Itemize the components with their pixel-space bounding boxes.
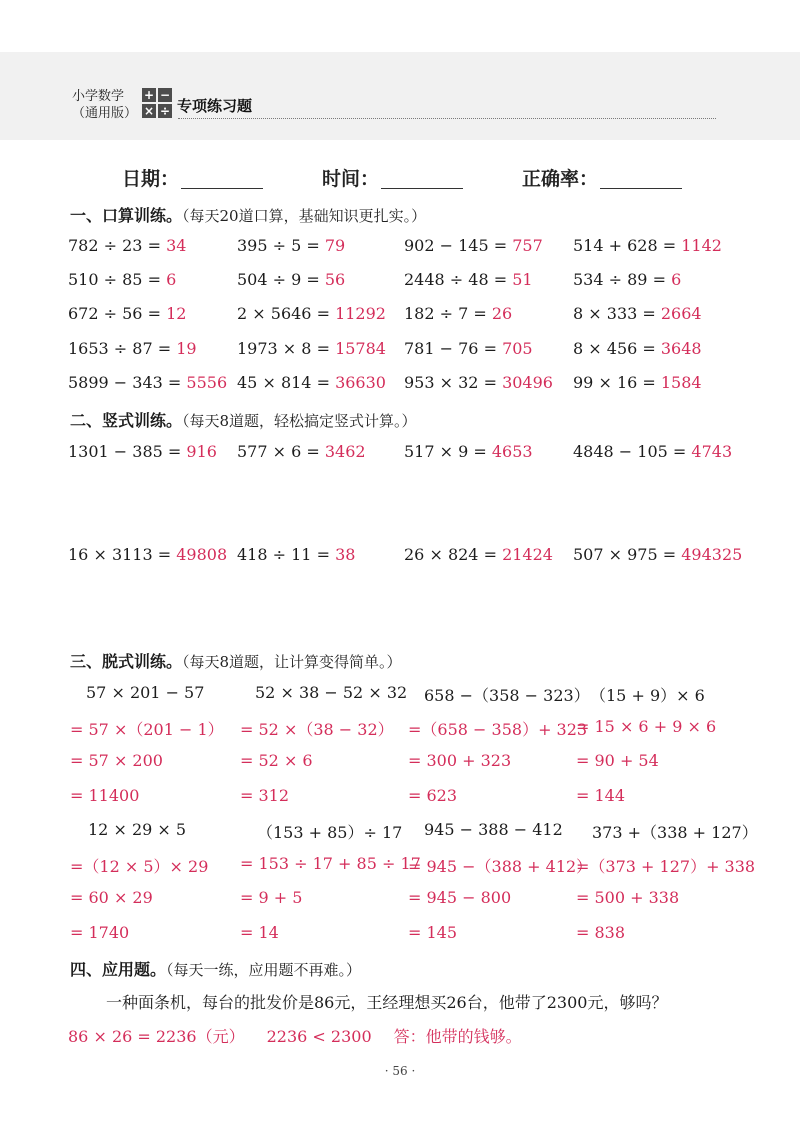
problem-text: 507 × 975 =: [573, 545, 682, 564]
problem-text: 45 × 814 =: [237, 373, 336, 392]
vertical-problem: [68, 545, 227, 564]
answer-calculation: 86 × 26 = 2236（元）: [68, 1027, 245, 1046]
oral-problem: [573, 339, 702, 358]
problem-text: 4848 − 105 =: [573, 442, 692, 461]
answer-text: 3462: [324, 442, 366, 461]
answer-text: 494325: [681, 545, 743, 564]
step-line: = 838: [576, 923, 626, 942]
answer-text: 79: [324, 236, 346, 255]
section-2-note: （每天8道题，轻松搞定竖式计算。）: [182, 412, 417, 430]
vertical-problem: [573, 442, 732, 461]
top-margin: [0, 0, 800, 52]
answer-text: 4653: [491, 442, 533, 461]
step-line: = 144: [576, 786, 626, 805]
oral-problem: [404, 339, 533, 358]
oral-problem: [237, 373, 386, 392]
section-4-note: （每天一练，应用题不再难。）: [166, 961, 362, 979]
step-line: = 945 − 800: [408, 888, 512, 907]
times-icon: ×: [143, 104, 155, 118]
section-3-note: （每天8道题，让计算变得简单。）: [182, 653, 402, 671]
vertical-problem: [68, 442, 217, 461]
answer-text: 757: [512, 236, 543, 255]
answer-text: 12: [166, 304, 187, 323]
oral-problem: [237, 270, 345, 289]
problem-text: 781 − 76 =: [404, 339, 503, 358]
oral-problem: [404, 270, 533, 289]
oral-problem: [237, 236, 345, 255]
vertical-problem: [237, 545, 355, 564]
answer-text: 6: [166, 270, 177, 289]
problem-text: 672 ÷ 56 =: [68, 304, 167, 323]
problem-text: 8 × 456 =: [573, 339, 661, 358]
section-1-title: 一、口算训练。: [70, 206, 183, 225]
step-expression: 12 × 29 × 5: [88, 820, 187, 839]
step-line: = 60 × 29: [70, 888, 153, 907]
step-line: =（658 − 358）+ 323: [408, 720, 588, 739]
answer-text: 6: [671, 270, 682, 289]
answer-text: 705: [502, 339, 533, 358]
header-rule: [178, 118, 716, 119]
vertical-problem: [573, 545, 742, 564]
problem-text: 182 ÷ 7 =: [404, 304, 492, 323]
oral-problem: [237, 304, 386, 323]
time-field: [322, 164, 463, 191]
problem-text: 782 ÷ 23 =: [68, 236, 167, 255]
date-blank: [181, 168, 263, 189]
vertical-problem: [404, 545, 553, 564]
answer-text: 2664: [660, 304, 702, 323]
date-label: 日期：: [122, 168, 180, 190]
step-expression: 57 × 201 − 57: [86, 683, 205, 702]
step-line: = 52 ×（38 − 32）: [240, 720, 394, 739]
vertical-problem: [404, 442, 533, 461]
section-1-heading: [70, 203, 426, 226]
step-line: = 11400: [70, 786, 140, 805]
operator-logo: [142, 88, 174, 120]
answer-text: 21424: [502, 545, 553, 564]
header-subject-block: [72, 88, 137, 122]
answer-text: 19: [176, 339, 197, 358]
step-line: = 1740: [70, 923, 130, 942]
minus-icon: −: [159, 88, 171, 102]
answer-text: 1142: [681, 236, 722, 255]
problem-text: 8 × 333 =: [573, 304, 661, 323]
oral-problem: [573, 373, 702, 392]
section-1-note: （每天20道口算，基础知识更扎实。）: [182, 207, 427, 225]
step-line: = 9 + 5: [240, 888, 303, 907]
divide-icon: ÷: [159, 104, 171, 118]
answer-conclusion: 答：他带的钱够。: [393, 1027, 522, 1046]
step-line: = 90 + 54: [576, 751, 659, 770]
step-line: = 52 × 6: [240, 751, 313, 770]
problem-text: 577 × 6 =: [237, 442, 325, 461]
section-2-title: 二、竖式训练。: [70, 411, 183, 430]
section-4-heading: [70, 957, 361, 980]
answer-text: 5556: [186, 373, 228, 392]
step-line: = 145: [408, 923, 458, 942]
step-line: = 300 + 323: [408, 751, 512, 770]
section-3-heading: [70, 649, 402, 672]
answer-text: 51: [512, 270, 533, 289]
oral-problem: [404, 236, 543, 255]
step-expression: 945 − 388 − 412: [424, 820, 563, 839]
section-4-title: 四、应用题。: [70, 960, 167, 979]
step-line: = 14: [240, 923, 279, 942]
plus-icon: +: [143, 88, 155, 102]
answer-text: 38: [335, 545, 356, 564]
problem-text: 2 × 5646 =: [237, 304, 336, 323]
accuracy-field: [522, 164, 682, 191]
step-line: = 623: [408, 786, 458, 805]
oral-problem: [68, 304, 186, 323]
section-3-title: 三、脱式训练。: [70, 652, 183, 671]
problem-text: 1653 ÷ 87 =: [68, 339, 177, 358]
problem-text: 902 − 145 =: [404, 236, 513, 255]
step-line: =（12 × 5）× 29: [70, 857, 209, 876]
problem-text: 1973 × 8 =: [237, 339, 336, 358]
answer-text: 1584: [660, 373, 702, 392]
header-edition: （通用版）: [72, 106, 138, 121]
time-blank: [381, 168, 463, 189]
answer-text: 11292: [335, 304, 386, 323]
step-expression: 658 −（358 − 323）: [424, 686, 590, 705]
problem-text: 26 × 824 =: [404, 545, 503, 564]
oral-problem: [573, 270, 681, 289]
answer-comparison: 2236 < 2300: [266, 1027, 372, 1046]
answer-text: 26: [491, 304, 513, 323]
step-line: = 500 + 338: [576, 888, 680, 907]
vertical-problem: [237, 442, 366, 461]
problem-text: 514 + 628 =: [573, 236, 682, 255]
answer-text: 30496: [502, 373, 553, 392]
problem-text: 517 × 9 =: [404, 442, 492, 461]
oral-problem: [573, 304, 702, 323]
date-field: [122, 164, 263, 191]
problem-text: 504 ÷ 9 =: [237, 270, 325, 289]
oral-problem: [68, 339, 197, 358]
problem-text: 953 × 32 =: [404, 373, 503, 392]
oral-problem: [573, 236, 722, 255]
problem-text: 1301 − 385 =: [68, 442, 187, 461]
answer-text: 3648: [660, 339, 702, 358]
oral-problem: [404, 373, 553, 392]
word-problem-answer: [68, 1024, 544, 1047]
problem-text: 418 ÷ 11 =: [237, 545, 336, 564]
answer-text: 49808: [176, 545, 228, 564]
answer-text: 34: [166, 236, 187, 255]
answer-text: 4743: [691, 442, 733, 461]
problem-text: 534 ÷ 89 =: [573, 270, 672, 289]
header-subject: 小学数学: [72, 89, 125, 104]
answer-text: 56: [324, 270, 346, 289]
step-expression: 52 × 38 − 52 × 32: [255, 683, 408, 702]
section-2-heading: [70, 408, 417, 431]
step-line: = 945 −（388 + 412）: [408, 857, 593, 876]
answer-text: 916: [186, 442, 217, 461]
page-number: · 56 ·: [384, 1064, 416, 1078]
oral-problem: [237, 339, 386, 358]
problem-text: 5899 − 343 =: [68, 373, 187, 392]
answer-text: 36630: [335, 373, 386, 392]
step-expression: （153 + 85）÷ 17: [257, 823, 403, 842]
oral-problem: [68, 236, 186, 255]
problem-text: 16 × 3113 =: [68, 545, 177, 564]
oral-problem: [68, 373, 227, 392]
header-title: 专项练习题: [177, 97, 253, 115]
step-expression: （15 + 9）× 6: [590, 686, 705, 705]
problem-text: 510 ÷ 85 =: [68, 270, 167, 289]
problem-text: 99 × 16 =: [573, 373, 661, 392]
step-line: = 57 ×（201 − 1）: [70, 720, 224, 739]
oral-problem: [68, 270, 176, 289]
problem-text: 395 ÷ 5 =: [237, 236, 325, 255]
step-line: =（373 + 127）+ 338: [576, 857, 756, 876]
oral-problem: [404, 304, 512, 323]
accuracy-blank: [600, 168, 682, 189]
step-expression: 373 +（338 + 127）: [592, 823, 758, 842]
step-line: = 312: [240, 786, 290, 805]
problem-text: 2448 ÷ 48 =: [404, 270, 513, 289]
answer-text: 15784: [335, 339, 386, 358]
accuracy-label: 正确率：: [522, 168, 599, 190]
time-label: 时间：: [322, 168, 380, 190]
step-line: = 15 × 6 + 9 × 6: [576, 717, 717, 736]
step-line: = 153 ÷ 17 + 85 ÷ 17: [240, 854, 421, 873]
word-problem-text: 一种面条机，每台的批发价是86元，王经理想买26台，他带了2300元，够吗？: [106, 993, 668, 1012]
step-line: = 57 × 200: [70, 751, 163, 770]
